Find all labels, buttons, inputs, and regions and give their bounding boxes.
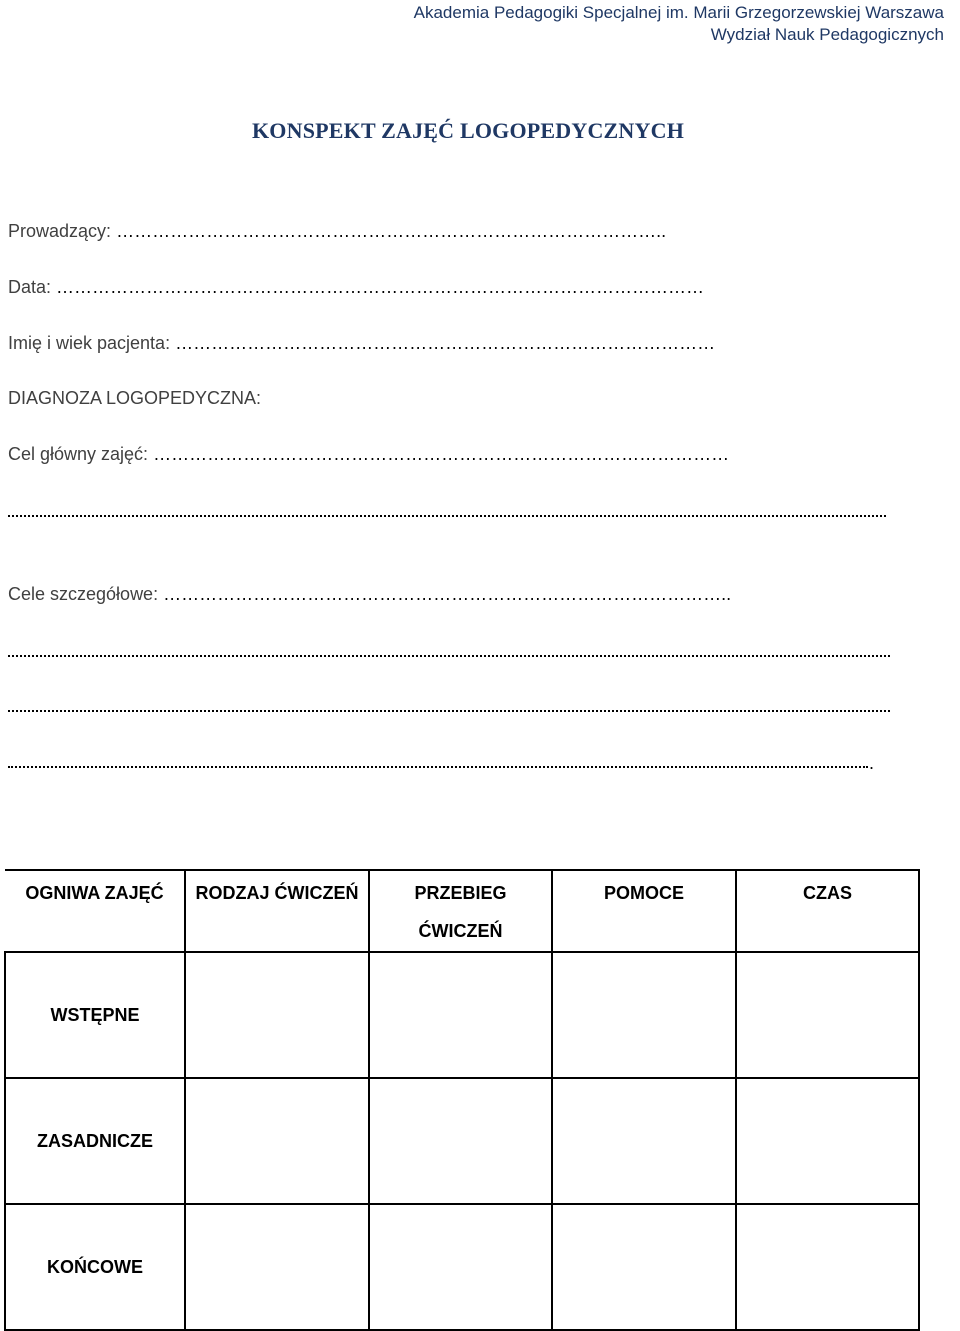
header-exercise-type-text: RODZAJ ĆWICZEŃ (195, 883, 359, 903)
detailed-goals-line-3[interactable] (8, 760, 868, 768)
detailed-goals-dots: ………………………………………………………………………………….. (163, 584, 732, 604)
detailed-goals-field[interactable] (8, 583, 731, 605)
header-cell-stages (5, 870, 185, 952)
institution-name: Akademia Pedagogiki Specjalnej im. Marii Grzegorzewskiej Warszawa (413, 3, 944, 22)
leader-field[interactable] (8, 220, 666, 242)
document-title: KONSPEKT ZAJĘĆ LOGOPEDYCZNYCH (252, 118, 685, 143)
table-cell[interactable] (552, 1078, 736, 1204)
leader-label: Prowadzący: (8, 221, 112, 241)
table-cell[interactable] (736, 952, 919, 1078)
date-label: Data: (8, 277, 52, 297)
faculty-name: Wydział Nauk Pedagogicznych (710, 25, 944, 44)
row-label-final: KOŃCOWE (5, 1204, 185, 1330)
diagnosis-field (8, 387, 261, 409)
header-cell-time (736, 870, 919, 952)
header-stages-text: OGNIWA ZAJĘĆ (25, 883, 164, 903)
table-cell[interactable] (369, 952, 552, 1078)
lesson-plan-table (4, 869, 920, 1331)
table-row (5, 1204, 919, 1330)
leader-dots: ……………………………………………………………………………….. (116, 221, 667, 241)
patient-label: Imię i wiek pacjenta: (8, 333, 171, 353)
patient-dots: ……………………………………………………………………………… (175, 333, 716, 353)
patient-field[interactable] (8, 332, 715, 354)
table-cell[interactable] (736, 1204, 919, 1330)
header-time-text: CZAS (803, 883, 852, 903)
table-cell[interactable] (552, 1204, 736, 1330)
header-cell-exercise-type (185, 870, 369, 952)
row-label-main: ZASADNICZE (5, 1078, 185, 1204)
table-cell[interactable] (185, 952, 369, 1078)
main-goal-dots: …………………………………………………………………………………… (153, 444, 730, 464)
date-field[interactable] (8, 276, 704, 298)
date-dots: ……………………………………………………………………………………………… (56, 277, 705, 297)
table-header-row (5, 870, 919, 952)
main-goal-continuation-line[interactable] (8, 509, 886, 517)
table-row (5, 1078, 919, 1204)
table-cell[interactable] (736, 1078, 919, 1204)
row-label-initial: WSTĘPNE (5, 952, 185, 1078)
header-cell-aids (552, 870, 736, 952)
header-cell-exercise-course (369, 870, 552, 952)
header-aids-text: POMOCE (603, 883, 684, 903)
table-cell[interactable] (552, 952, 736, 1078)
detailed-goals-label: Cele szczegółowe: (8, 584, 159, 604)
table-cell[interactable] (185, 1204, 369, 1330)
table-cell[interactable] (369, 1078, 552, 1204)
table-row (5, 952, 919, 1078)
main-goal-field[interactable] (8, 443, 729, 465)
table-cell[interactable] (185, 1078, 369, 1204)
diagnosis-label: DIAGNOZA LOGOPEDYCZNA: (8, 388, 262, 408)
main-goal-label: Cel główny zajęć: (8, 444, 149, 464)
detailed-goals-line-2[interactable] (8, 704, 890, 712)
detailed-goals-line-1[interactable] (8, 649, 890, 657)
header-exercise-course-text: PRZEBIEG ĆWICZEŃ (414, 883, 507, 941)
table-cell[interactable] (369, 1204, 552, 1330)
